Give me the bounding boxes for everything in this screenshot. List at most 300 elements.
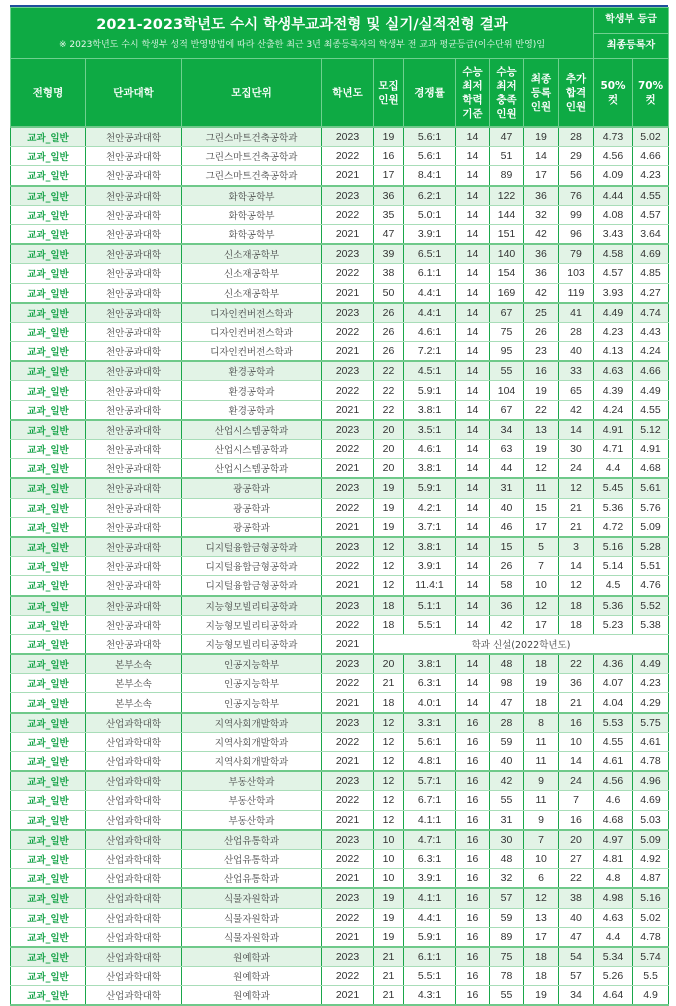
value-cell: 104 — [490, 381, 524, 400]
value-cell: 5.02 — [633, 908, 669, 927]
value-cell: 14 — [456, 361, 490, 381]
value-cell: 14 — [456, 537, 490, 557]
admission-type-cell: 교과_일반 — [11, 342, 86, 362]
department-cell: 신소재공학부 — [182, 283, 322, 303]
value-cell: 4.78 — [633, 752, 669, 772]
value-cell: 4.56 — [594, 147, 633, 166]
department-cell: 광공학과 — [182, 498, 322, 517]
value-cell: 26 — [524, 322, 559, 341]
value-cell: 38 — [559, 888, 594, 908]
department-cell: 원예학과 — [182, 947, 322, 967]
department-cell: 식물자원학과 — [182, 927, 322, 947]
department-cell: 디자인컨버전스학과 — [182, 303, 322, 323]
value-cell: 18 — [374, 596, 404, 616]
value-cell: 28 — [490, 713, 524, 733]
value-cell: 10 — [374, 869, 404, 889]
table-row — [11, 303, 669, 323]
admission-type-cell: 교과_일반 — [11, 771, 86, 791]
value-cell: 14 — [456, 264, 490, 283]
value-cell: 6.3:1 — [404, 674, 456, 693]
value-cell: 6.7:1 — [404, 791, 456, 810]
department-cell: 화학공학부 — [182, 224, 322, 244]
college-cell: 산업과학대학 — [86, 752, 182, 772]
value-cell: 16 — [456, 986, 490, 1006]
value-cell: 18 — [524, 654, 559, 674]
value-cell: 42 — [524, 283, 559, 303]
value-cell: 10 — [374, 830, 404, 850]
value-cell: 10 — [559, 732, 594, 751]
value-cell: 2023 — [322, 303, 374, 323]
department-cell: 화학공학부 — [182, 186, 322, 206]
value-cell: 11.4:1 — [404, 576, 456, 596]
value-cell: 14 — [456, 459, 490, 479]
value-cell: 4.0:1 — [404, 693, 456, 713]
college-cell: 천안공과대학 — [86, 576, 182, 596]
value-cell: 3 — [559, 537, 594, 557]
value-cell: 12 — [374, 576, 404, 596]
value-cell: 18 — [524, 693, 559, 713]
admission-type-cell: 교과_일반 — [11, 537, 86, 557]
value-cell: 2022 — [322, 674, 374, 693]
value-cell: 21 — [374, 674, 404, 693]
value-cell: 4.09 — [594, 166, 633, 186]
value-cell: 26 — [490, 557, 524, 576]
value-cell: 19 — [524, 127, 559, 147]
value-cell: 14 — [456, 127, 490, 147]
value-cell: 5.14 — [594, 557, 633, 576]
value-cell: 2023 — [322, 830, 374, 850]
table-row — [11, 224, 669, 244]
value-cell: 151 — [490, 224, 524, 244]
value-cell: 5.53 — [594, 713, 633, 733]
table-row — [11, 381, 669, 400]
value-cell: 4.91 — [633, 440, 669, 459]
value-cell: 5.36 — [594, 596, 633, 616]
value-cell: 59 — [490, 732, 524, 751]
value-cell: 4.56 — [594, 771, 633, 791]
value-cell: 2021 — [322, 459, 374, 479]
value-cell: 4.6 — [594, 791, 633, 810]
value-cell: 14 — [456, 147, 490, 166]
department-cell: 부동산학과 — [182, 810, 322, 830]
value-cell: 14 — [456, 557, 490, 576]
value-cell: 3.9:1 — [404, 557, 456, 576]
value-cell: 14 — [456, 224, 490, 244]
value-cell: 4.92 — [633, 849, 669, 868]
table-row — [11, 947, 669, 967]
value-cell: 5.02 — [633, 127, 669, 147]
value-cell: 42 — [524, 224, 559, 244]
value-cell: 54 — [559, 947, 594, 967]
value-cell: 4.08 — [594, 205, 633, 224]
value-cell: 2022 — [322, 264, 374, 283]
value-cell: 20 — [374, 459, 404, 479]
value-cell: 2022 — [322, 908, 374, 927]
department-cell: 신소재공학부 — [182, 264, 322, 283]
value-cell: 2023 — [322, 713, 374, 733]
value-cell: 6.2:1 — [404, 186, 456, 206]
department-cell: 디자인컨버전스학과 — [182, 322, 322, 341]
value-cell: 14 — [456, 615, 490, 634]
value-cell: 4.4:1 — [404, 283, 456, 303]
value-cell: 16 — [559, 810, 594, 830]
value-cell: 4.55 — [594, 732, 633, 751]
value-cell: 42 — [490, 615, 524, 634]
value-cell: 5.45 — [594, 478, 633, 498]
admission-type-cell: 교과_일반 — [11, 244, 86, 264]
value-cell: 58 — [490, 576, 524, 596]
admission-type-cell: 교과_일반 — [11, 205, 86, 224]
value-cell: 4.24 — [594, 400, 633, 420]
table-row — [11, 810, 669, 830]
value-cell: 5.1:1 — [404, 596, 456, 616]
grade-group-header: 학생부 등급 — [594, 8, 669, 34]
value-cell: 4.69 — [633, 791, 669, 810]
value-cell: 2023 — [322, 361, 374, 381]
table-row — [11, 869, 669, 889]
admission-type-cell: 교과_일반 — [11, 459, 86, 479]
value-cell: 12 — [374, 713, 404, 733]
value-cell: 28 — [559, 127, 594, 147]
value-cell: 46 — [490, 517, 524, 537]
value-cell: 4.69 — [633, 244, 669, 264]
admission-type-cell: 교과_일반 — [11, 810, 86, 830]
department-cell: 지능형모빌리티공학과 — [182, 634, 322, 654]
value-cell: 12 — [524, 596, 559, 616]
column-header: 모집단위 — [182, 59, 322, 128]
value-cell: 27 — [559, 849, 594, 868]
admission-type-cell: 교과_일반 — [11, 830, 86, 850]
column-header: 50% 컷 — [594, 59, 633, 128]
value-cell: 24 — [559, 771, 594, 791]
value-cell: 5 — [524, 537, 559, 557]
table-row — [11, 634, 669, 654]
value-cell: 21 — [559, 517, 594, 537]
table-row — [11, 498, 669, 517]
value-cell: 144 — [490, 205, 524, 224]
value-cell: 89 — [490, 166, 524, 186]
value-cell: 4.68 — [594, 810, 633, 830]
admission-type-cell: 교과_일반 — [11, 908, 86, 927]
value-cell: 20 — [374, 654, 404, 674]
value-cell: 3.9:1 — [404, 224, 456, 244]
college-cell: 천안공과대학 — [86, 147, 182, 166]
value-cell: 47 — [374, 224, 404, 244]
college-cell: 본부소속 — [86, 674, 182, 693]
value-cell: 2021 — [322, 576, 374, 596]
value-cell: 4.61 — [594, 752, 633, 772]
department-cell: 그린스마트건축공학과 — [182, 147, 322, 166]
table-row — [11, 322, 669, 341]
value-cell: 5.6:1 — [404, 732, 456, 751]
admission-type-cell: 교과_일반 — [11, 361, 86, 381]
value-cell: 4.1:1 — [404, 810, 456, 830]
value-cell: 14 — [456, 205, 490, 224]
column-header-row — [11, 59, 669, 128]
value-cell: 5.61 — [633, 478, 669, 498]
column-header: 수능 최저 학력 기준 — [456, 59, 490, 128]
value-cell: 2022 — [322, 440, 374, 459]
value-cell: 16 — [559, 713, 594, 733]
value-cell: 4.85 — [633, 264, 669, 283]
value-cell: 4.64 — [594, 986, 633, 1006]
department-cell: 산업시스템공학과 — [182, 459, 322, 479]
value-cell: 4.66 — [633, 361, 669, 381]
value-cell: 14 — [456, 440, 490, 459]
value-cell: 4.44 — [594, 186, 633, 206]
value-cell: 15 — [490, 537, 524, 557]
value-cell: 2023 — [322, 127, 374, 147]
value-cell: 169 — [490, 283, 524, 303]
value-cell: 44 — [490, 459, 524, 479]
admission-type-cell: 교과_일반 — [11, 440, 86, 459]
value-cell: 4.91 — [594, 420, 633, 440]
admission-type-cell: 교과_일반 — [11, 713, 86, 733]
value-cell: 19 — [524, 986, 559, 1006]
value-cell: 5.36 — [594, 498, 633, 517]
department-cell: 부동산학과 — [182, 791, 322, 810]
value-cell: 36 — [524, 264, 559, 283]
value-cell: 40 — [559, 342, 594, 362]
department-cell: 지역사회개발학과 — [182, 752, 322, 772]
table-row — [11, 283, 669, 303]
value-cell: 79 — [559, 244, 594, 264]
college-cell: 천안공과대학 — [86, 244, 182, 264]
value-cell: 2021 — [322, 810, 374, 830]
value-cell: 21 — [559, 498, 594, 517]
value-cell: 14 — [559, 557, 594, 576]
value-cell: 40 — [490, 498, 524, 517]
value-cell: 12 — [374, 791, 404, 810]
value-cell: 3.64 — [633, 224, 669, 244]
value-cell: 4.7:1 — [404, 830, 456, 850]
value-cell: 2023 — [322, 771, 374, 791]
department-cell: 환경공학과 — [182, 381, 322, 400]
value-cell: 5.5:1 — [404, 967, 456, 986]
value-cell: 5.76 — [633, 498, 669, 517]
value-cell: 3.7:1 — [404, 517, 456, 537]
table-row — [11, 557, 669, 576]
table-row — [11, 693, 669, 713]
value-cell: 10 — [524, 576, 559, 596]
value-cell: 30 — [559, 440, 594, 459]
value-cell: 75 — [490, 947, 524, 967]
value-cell: 2023 — [322, 478, 374, 498]
value-cell: 34 — [490, 420, 524, 440]
department-cell: 식물자원학과 — [182, 888, 322, 908]
college-cell: 천안공과대학 — [86, 537, 182, 557]
value-cell: 16 — [456, 869, 490, 889]
value-cell: 2021 — [322, 400, 374, 420]
value-cell: 5.52 — [633, 596, 669, 616]
value-cell: 21 — [559, 693, 594, 713]
college-cell: 천안공과대학 — [86, 303, 182, 323]
department-cell: 부동산학과 — [182, 771, 322, 791]
college-cell: 천안공과대학 — [86, 478, 182, 498]
value-cell: 2021 — [322, 166, 374, 186]
department-cell: 산업유통학과 — [182, 849, 322, 868]
table-row — [11, 186, 669, 206]
value-cell: 9 — [524, 810, 559, 830]
department-cell: 디자인컨버전스학과 — [182, 342, 322, 362]
college-cell: 천안공과대학 — [86, 381, 182, 400]
value-cell: 14 — [456, 381, 490, 400]
table-row — [11, 908, 669, 927]
value-cell: 12 — [374, 557, 404, 576]
department-cell: 광공학과 — [182, 478, 322, 498]
value-cell: 18 — [374, 693, 404, 713]
value-cell: 20 — [374, 440, 404, 459]
value-cell: 14 — [456, 420, 490, 440]
department-cell: 지역사회개발학과 — [182, 713, 322, 733]
value-cell: 15 — [524, 498, 559, 517]
department-cell: 신소재공학부 — [182, 244, 322, 264]
value-cell: 4.49 — [633, 381, 669, 400]
value-cell: 57 — [490, 888, 524, 908]
table-row — [11, 400, 669, 420]
value-cell: 13 — [524, 420, 559, 440]
value-cell: 55 — [490, 361, 524, 381]
admission-type-cell: 교과_일반 — [11, 849, 86, 868]
department-cell: 지능형모빌리티공학과 — [182, 596, 322, 616]
college-cell: 천안공과대학 — [86, 557, 182, 576]
value-cell: 31 — [490, 478, 524, 498]
table-row — [11, 927, 669, 947]
value-cell: 4.63 — [594, 361, 633, 381]
value-cell: 4.9 — [633, 986, 669, 1006]
value-cell: 5.16 — [594, 537, 633, 557]
admission-type-cell: 교과_일반 — [11, 947, 86, 967]
department-cell: 그린스마트건축공학과 — [182, 127, 322, 147]
department-cell: 지역사회개발학과 — [182, 732, 322, 751]
value-cell: 4.71 — [594, 440, 633, 459]
value-cell: 140 — [490, 244, 524, 264]
admission-type-cell: 교과_일반 — [11, 264, 86, 283]
value-cell: 14 — [456, 342, 490, 362]
value-cell: 8.4:1 — [404, 166, 456, 186]
value-cell: 16 — [456, 947, 490, 967]
value-cell: 5.75 — [633, 713, 669, 733]
department-cell: 디지털융합금형공학과 — [182, 557, 322, 576]
value-cell: 4.97 — [594, 830, 633, 850]
value-cell: 95 — [490, 342, 524, 362]
value-cell: 14 — [456, 478, 490, 498]
value-cell: 4.4:1 — [404, 303, 456, 323]
value-cell: 19 — [524, 381, 559, 400]
value-cell: 42 — [559, 400, 594, 420]
table-row — [11, 771, 669, 791]
value-cell: 6 — [524, 869, 559, 889]
value-cell: 34 — [559, 986, 594, 1006]
value-cell: 12 — [559, 478, 594, 498]
admission-type-cell: 교과_일반 — [11, 186, 86, 206]
value-cell: 2023 — [322, 654, 374, 674]
value-cell: 14 — [456, 283, 490, 303]
value-cell: 48 — [490, 849, 524, 868]
value-cell: 2023 — [322, 244, 374, 264]
value-cell: 4.96 — [633, 771, 669, 791]
value-cell: 26 — [374, 303, 404, 323]
value-cell: 14 — [456, 322, 490, 341]
value-cell: 12 — [374, 771, 404, 791]
department-cell: 지능형모빌리티공학과 — [182, 615, 322, 634]
value-cell: 6.1:1 — [404, 947, 456, 967]
admission-type-cell: 교과_일반 — [11, 381, 86, 400]
college-cell: 산업과학대학 — [86, 908, 182, 927]
value-cell: 4.63 — [594, 908, 633, 927]
column-header: 70% 컷 — [633, 59, 669, 128]
table-row — [11, 849, 669, 868]
admission-type-cell: 교과_일반 — [11, 517, 86, 537]
table-row — [11, 205, 669, 224]
admission-type-cell: 교과_일반 — [11, 791, 86, 810]
value-cell: 2021 — [322, 752, 374, 772]
value-cell: 4.61 — [633, 732, 669, 751]
value-cell: 14 — [559, 752, 594, 772]
value-cell: 4.27 — [633, 283, 669, 303]
college-cell: 산업과학대학 — [86, 986, 182, 1006]
value-cell: 14 — [456, 654, 490, 674]
value-cell: 16 — [456, 830, 490, 850]
value-cell: 11 — [524, 752, 559, 772]
value-cell: 14 — [559, 420, 594, 440]
value-cell: 4.73 — [594, 127, 633, 147]
value-cell: 3.8:1 — [404, 654, 456, 674]
value-cell: 59 — [490, 908, 524, 927]
value-cell: 40 — [490, 752, 524, 772]
value-cell: 4.24 — [633, 342, 669, 362]
value-cell: 12 — [559, 576, 594, 596]
value-cell: 89 — [490, 927, 524, 947]
value-cell: 4.39 — [594, 381, 633, 400]
value-cell: 4.5 — [594, 576, 633, 596]
value-cell: 30 — [490, 830, 524, 850]
value-cell: 5.12 — [633, 420, 669, 440]
value-cell: 4.07 — [594, 674, 633, 693]
value-cell: 14 — [456, 166, 490, 186]
college-cell: 천안공과대학 — [86, 283, 182, 303]
admission-type-cell: 교과_일반 — [11, 400, 86, 420]
value-cell: 3.8:1 — [404, 400, 456, 420]
admission-type-cell: 교과_일반 — [11, 752, 86, 772]
value-cell: 33 — [559, 361, 594, 381]
value-cell: 5.16 — [633, 888, 669, 908]
value-cell: 4.6:1 — [404, 322, 456, 341]
college-cell: 산업과학대학 — [86, 888, 182, 908]
value-cell: 119 — [559, 283, 594, 303]
value-cell: 22 — [374, 400, 404, 420]
value-cell: 2022 — [322, 557, 374, 576]
admission-type-cell: 교과_일반 — [11, 634, 86, 654]
value-cell: 11 — [524, 732, 559, 751]
value-cell: 4.49 — [594, 303, 633, 323]
value-cell: 36 — [524, 186, 559, 206]
admission-type-cell: 교과_일반 — [11, 615, 86, 634]
value-cell: 4.81 — [594, 849, 633, 868]
value-cell: 16 — [456, 732, 490, 751]
value-cell: 98 — [490, 674, 524, 693]
department-cell: 원예학과 — [182, 967, 322, 986]
value-cell: 5.03 — [633, 810, 669, 830]
value-cell: 12 — [374, 732, 404, 751]
value-cell: 96 — [559, 224, 594, 244]
value-cell: 75 — [490, 322, 524, 341]
table-row — [11, 674, 669, 693]
value-cell: 17 — [524, 615, 559, 634]
value-cell: 4.8 — [594, 869, 633, 889]
table-row — [11, 127, 669, 147]
value-cell: 76 — [559, 186, 594, 206]
